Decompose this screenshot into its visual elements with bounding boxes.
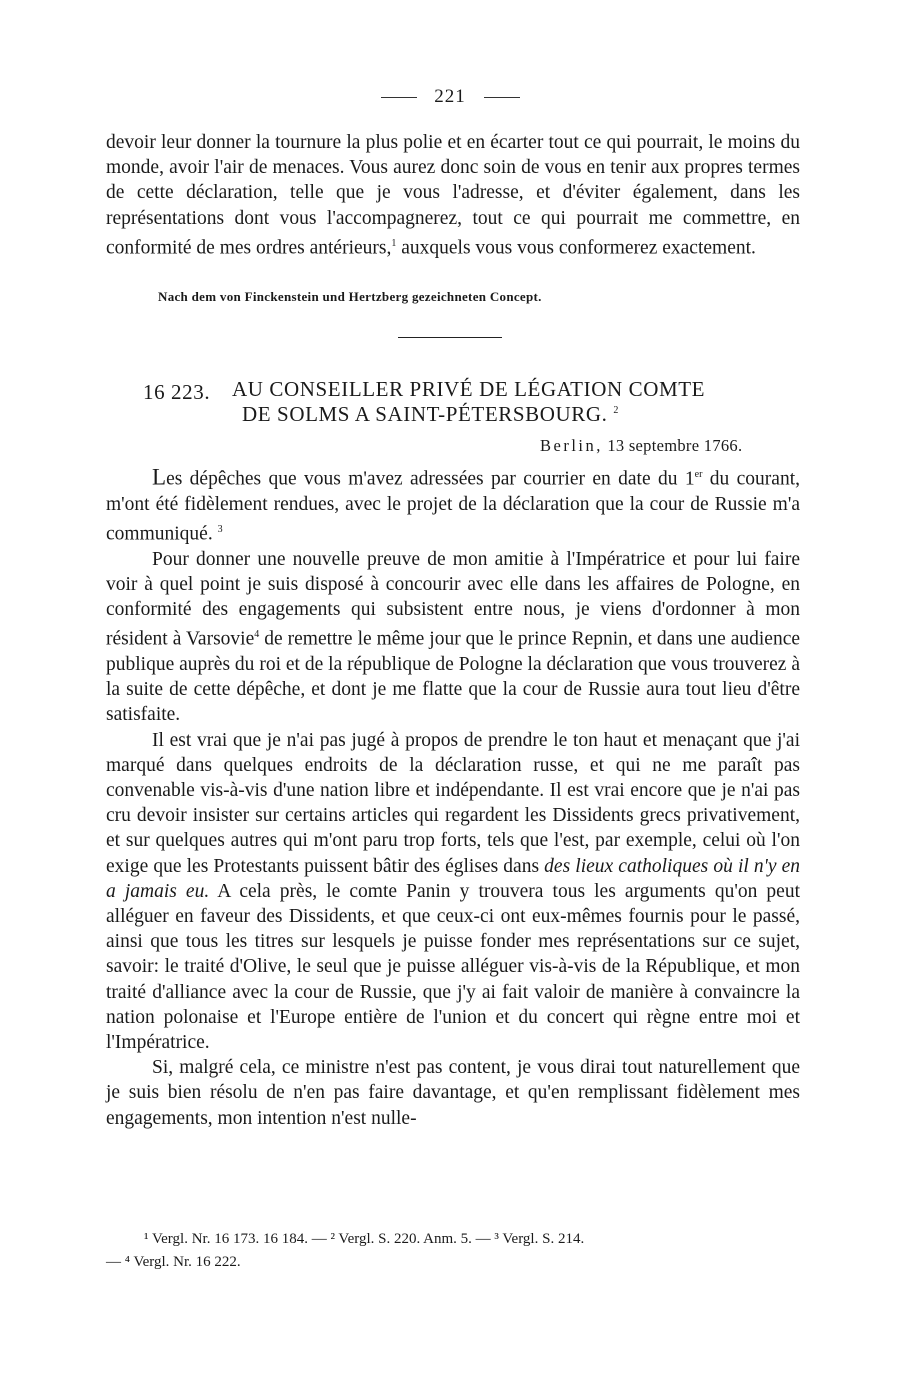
header-dash-right bbox=[484, 97, 520, 98]
footnotes bbox=[106, 1228, 800, 1274]
footnote-ref-2: 2 bbox=[613, 405, 619, 416]
header-dash-left bbox=[381, 97, 417, 98]
continuation-text-end: auxquels vous vous conformerez exactement. bbox=[396, 237, 756, 259]
page-header bbox=[0, 86, 900, 108]
footnote-ref-4: 4 bbox=[254, 629, 260, 641]
page-number: 221 bbox=[434, 86, 466, 107]
footnote-ref-1: 1 bbox=[391, 237, 397, 249]
date-place: Berlin, bbox=[540, 436, 603, 455]
letter-title-line1: AU CONSEILLER PRIVÉ DE LÉGATION COMTE bbox=[232, 377, 706, 401]
paragraph-3: Il est vrai que je n'ai pas jugé à propos de prendre le ton haut et menaçant que j'ai marqué dans quelques endroits de la déclaration russe, et qui ne me paraît pas convenable vis-à-vis d'une nation libre et indépendante. Il est vrai encore que je n'ai pas cru devoir insister sur certains articles qui regardent les Dissidents grecs privativement, et sur quelques autres qui m'ont paru trop forts, tels que l'est, par exemple, celui où l'on exige que les Protestants puissent bâtir des églises dans des lieux catholiques où il n'y en a jamais eu. A cela près, le comte Panin y trouvera tous les arguments qu'on peut alléguer en faveur des Dissidents, et que ceux-ci ont eux-mêmes fournis pour le passé, ainsi que tous les titres sur lesquels je puisse fonder mes représentations sur ce sujet, savoir: le traité d'Olive, le seul que je puisse alléguer vis-à-vis de la République, et mon traité d'alliance avec la cour de Russie, que j'y ai fait valoir de manière à convaincre la nation polonaise et l'Europe entière de l'union et du concert qui règne entre moi et l'Impératrice. bbox=[106, 729, 800, 1053]
letter-title-line2 bbox=[242, 402, 619, 427]
letter-number: 16 223. bbox=[143, 380, 211, 404]
continuation-paragraph bbox=[106, 130, 800, 261]
date-text: 13 septembre 1766. bbox=[607, 436, 743, 455]
section-divider bbox=[398, 337, 502, 338]
letter-body bbox=[106, 462, 800, 1131]
drop-cap: L bbox=[152, 464, 167, 490]
paragraph-2: Pour donner une nouvelle preuve de mon amitie à l'Impératrice et pour lui faire voir à quel point je suis disposé à concourir avec elle dans les affaires de Pologne, en conformité des engagements qui subsistent entre nous, je viens d'ordonner à mon résident à Varsovie$^4$ de remettre le même jour que le prince Repnin, et dans une audience publique auprès du roi et de la république de Pologne la déclaration que vous trouverez à la suite de cette dépêche, et dont je me flatte que la cour de Russie aura tout lieu d'être satisfaite. bbox=[106, 548, 801, 726]
footnote-line-1: ¹ Vergl. Nr. 16 173. 16 184. — ² Vergl. S. 220. Anm. 5. — ³ Vergl. S. 214. bbox=[144, 1231, 585, 1247]
source-note: Nach dem von Finckenstein und Hertzberg gezeichneten Concept. bbox=[158, 289, 542, 304]
italic-phrase: des lieux catholiques où il n'y en a jamais eu. bbox=[106, 855, 800, 902]
letter-title-line2-text: DE SOLMS A SAINT-PÉTERSBOURG. bbox=[242, 402, 608, 426]
dateline bbox=[540, 436, 742, 456]
paragraph-4: Si, malgré cela, ce ministre n'est pas content, je vous dirai tout naturellement que je suis bien résolu de n'en pas faire davantage, et qu'en remplissant fidèlement mes engagements, mon intention n'est nulle- bbox=[106, 1057, 800, 1129]
paragraph-1: Les dépêches que vous m'avez adressées par courrier en date du 1er du courant, m'ont été fidèlement rendues, avec le projet de la déclaration que la cour de Russie m'a communiqué. $^3$ bbox=[106, 464, 800, 545]
footnote-ref-3: 3 bbox=[217, 523, 223, 535]
continuation-text: devoir leur donner la tournure la plus polie et en écarter tout ce qui pourrait, le moins du monde, avoir l'air de menaces. Vous aurez donc soin de vous en tenir aux propres termes de cette déclaration, telle que je vous l'adresse, et d'éviter également, dans les représentations dont vous l'accompagnerez, tout ce qui pourrait me commettre, en conformité de mes ordres antérieurs, bbox=[106, 132, 800, 259]
footnote-line-2: — ⁴ Vergl. Nr. 16 222. bbox=[106, 1254, 241, 1270]
